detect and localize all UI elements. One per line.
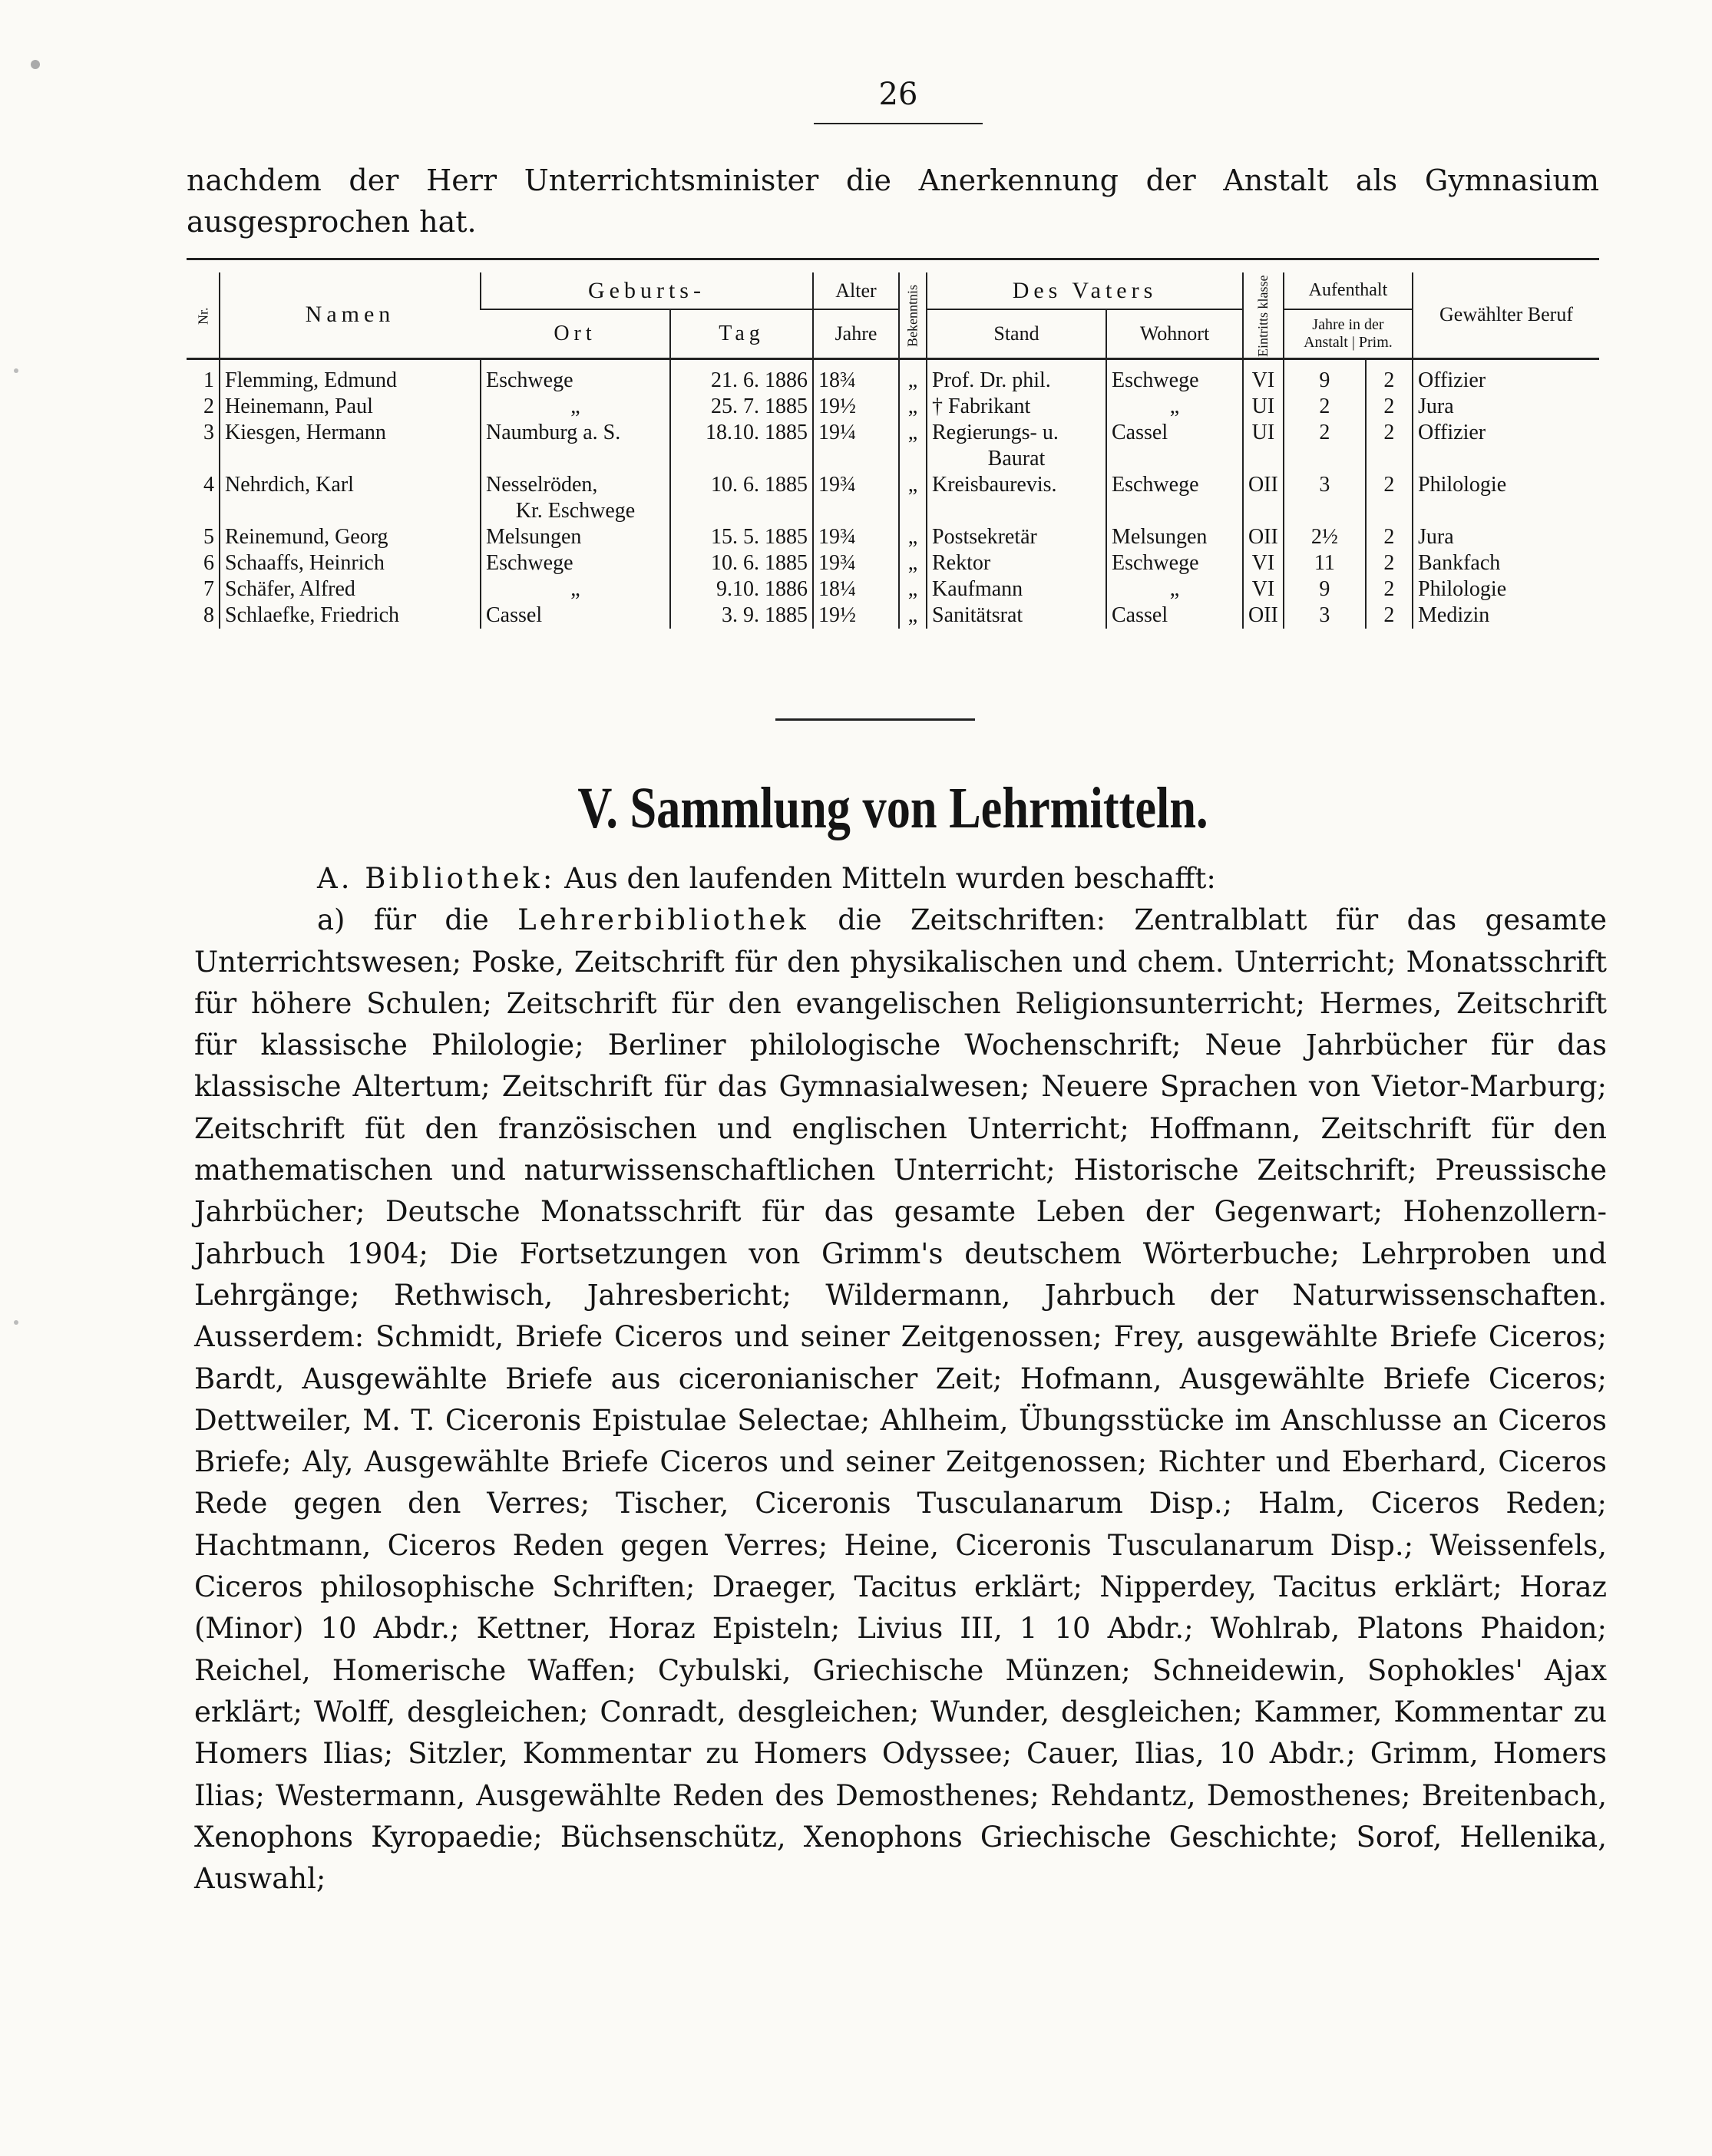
cell-alter: 19¾ <box>813 524 899 550</box>
table-row <box>187 472 1599 524</box>
cell-anstalt: 2½ <box>1284 524 1366 550</box>
cell-anstalt: 9 <box>1284 358 1366 394</box>
cell-name: Schäfer, Alfred <box>220 576 481 603</box>
cell-tag: 15. 5. 1885 <box>670 524 813 550</box>
cell-prim: 2 <box>1366 550 1413 576</box>
cell-nr: 1 <box>203 368 214 392</box>
cell-tag: 9.10. 1886 <box>670 576 813 603</box>
cell-tag: 25. 7. 1885 <box>670 394 813 420</box>
cell-alter: 19½ <box>813 603 899 629</box>
cell-alter: 19½ <box>813 394 899 420</box>
table-row <box>187 603 1599 629</box>
cell-tag: 21. 6. 1886 <box>670 358 813 394</box>
cell-anstalt: 3 <box>1284 472 1366 524</box>
cell-beruf: Philologie <box>1413 472 1599 524</box>
cell-wohnort: Eschwege <box>1106 550 1243 576</box>
table-top-rule <box>187 258 1599 260</box>
cell-name: Nehrdich, Karl <box>220 472 481 524</box>
cell-wohnort: Eschwege <box>1106 358 1243 394</box>
cell-prim: 2 <box>1366 603 1413 629</box>
cell-prim: 2 <box>1366 576 1413 603</box>
table-row <box>187 420 1599 472</box>
paragraph-b <box>194 900 1607 1900</box>
bibliothek-label: A. Bibliothek: <box>317 862 556 895</box>
cell-nr: 4 <box>203 472 214 497</box>
table-row <box>187 394 1599 420</box>
cell-ort: Eschwege <box>481 550 670 576</box>
paragraph-a <box>194 858 1607 900</box>
col-namen: Namen <box>220 272 481 358</box>
cell-anstalt: 3 <box>1284 603 1366 629</box>
ort-line-2: Kr. Eschwege <box>515 498 636 523</box>
cell-klasse: UI <box>1243 420 1284 472</box>
cell-beruf: Jura <box>1413 524 1599 550</box>
cell-wohnort: „ <box>1106 576 1243 603</box>
cell-wohnort: „ <box>1106 394 1243 420</box>
cell-anstalt: 11 <box>1284 550 1366 576</box>
cell-prim: 2 <box>1366 394 1413 420</box>
col-jahre-in-der: Jahre in der Anstalt | Prim. <box>1284 309 1413 358</box>
cell-klasse: VI <box>1243 358 1284 394</box>
cell-klasse: UI <box>1243 394 1284 420</box>
cell-name: Flemming, Edmund <box>220 358 481 394</box>
cell-name: Kiesgen, Hermann <box>220 420 481 472</box>
col-stand: Stand <box>927 309 1106 358</box>
cell-klasse: VI <box>1243 576 1284 603</box>
stand-line: Regierungs- u. <box>932 420 1059 444</box>
cell-klasse: VI <box>1243 550 1284 576</box>
cell-beruf: Offizier <box>1413 358 1599 394</box>
cell-stand <box>927 420 1106 472</box>
cell-beruf: Medizin <box>1413 603 1599 629</box>
cell-alter: 18¼ <box>813 576 899 603</box>
col-geburts: Geburts- <box>481 272 813 309</box>
page-mark <box>14 1320 18 1325</box>
col-bekenntnis: Bekenntnis <box>899 272 927 358</box>
cell-ort: „ <box>481 576 670 603</box>
cell-tag: 18.10. 1885 <box>670 420 813 472</box>
cell-nr: 8 <box>203 603 214 627</box>
ort-line: Eschwege <box>486 368 573 392</box>
cell-ort: Naumburg a. S. <box>481 420 670 472</box>
cell-stand: Postsekretär <box>927 524 1106 550</box>
cell-ort: „ <box>481 394 670 420</box>
label-anstalt: Anstalt <box>1304 333 1348 351</box>
ort-line: Nesselröden, <box>486 472 598 497</box>
page-number: 26 <box>814 77 983 124</box>
cell-stand: Kaufmann <box>927 576 1106 603</box>
cell-klasse: OII <box>1243 603 1284 629</box>
cell-nr: 6 <box>203 550 214 575</box>
lehrerbibliothek-label: Lehrerbibliothek <box>517 903 809 937</box>
page-mark <box>31 60 40 69</box>
cell-stand: Sanitätsrat <box>927 603 1106 629</box>
col-tag: Tag <box>670 309 813 358</box>
cell-anstalt: 9 <box>1284 576 1366 603</box>
cell-wohnort: Cassel <box>1106 603 1243 629</box>
cell-ort: Cassel <box>481 603 670 629</box>
cell-tag: 10. 6. 1885 <box>670 472 813 524</box>
cell-name: Schaaffs, Heinrich <box>220 550 481 576</box>
col-nr: Nr. <box>195 307 211 325</box>
paragraph-b-prefix: a) für die <box>317 903 489 937</box>
col-eintritts-klasse: Eintritts klasse <box>1243 272 1284 358</box>
table-row <box>187 524 1599 550</box>
section-body <box>194 858 1607 1900</box>
page-mark <box>14 368 18 373</box>
cell-wohnort: Melsungen <box>1106 524 1243 550</box>
cell-bekenntnis: „ <box>899 472 927 524</box>
cell-anstalt: 2 <box>1284 420 1366 472</box>
cell-stand: Kreisbaurevis. <box>927 472 1106 524</box>
cell-klasse: OII <box>1243 472 1284 524</box>
intro-paragraph: nachdem der Herr Unterrichtsminister die Anerkennung der Anstalt als Gymnasium ausgesprochen hat. <box>187 163 1599 239</box>
cell-bekenntnis: „ <box>899 603 927 629</box>
cell-prim: 2 <box>1366 358 1413 394</box>
paragraph-b-text: die Zeitschriften: Zentralblatt für das gesamte Unterrichtswesen; Poske, Zeitschrift für den physikalischen und chem. Unterricht; Monatsschrift für höhere Schulen; Zeitschrift für den evangelischen Religionsunterricht; Hermes, Zeitschrift für klassische Philologie; Berliner philologische Wochenschrift; Neue Jahrbücher für das klassische Altertum; Zeitschrift für das Gymnasialwesen; Neuere Sprachen von Vietor-Marburg; Zeitschrift füt den französischen und englischen Unterricht; Hoffmann, Zeitschrift für den mathematischen und naturwissenschaftlichen Unterricht; Historische Zeitschrift; Preussische Jahrbücher; Deutsche Monatsschrift für das gesamte Leben der Gegenwart; Hohenzollern-Jahrbuch 1904; Die Fortsetzungen von Grimm's deutschem Wörterbuche; Lehrproben und Lehrgänge; Rethwisch, Jahresbericht; Wildermann, Jahrbuch der Naturwissenschaften. Ausserdem: Schmidt, Briefe Ciceros und seiner Zeitgenossen; Frey, ausgewählte Briefe Ciceros; Bardt, Ausgewählte Briefe aus ciceronianischer Zeit; Hofmann, Ausgewählte Briefe Ciceros; Dettweiler, M. T. Ciceronis Epistulae Selectae; Ahlheim, Übungsstücke im Anschlusse an Ciceros Briefe; Aly, Ausgewählte Briefe Ciceros und seiner Zeitgenossen; Richter und Eberhard, Ciceros Rede gegen den Verres; Tischer, Ciceronis Tusculanarum Disp.; Halm, Ciceros Reden; Hachtmann, Ciceros Reden gegen Verres; Heine, Ciceronis Tusculanarum Disp.; Weissenfels, Ciceros philosophische Schriften; Draeger, Tacitus erklärt; Nipperdey, Tacitus erklärt; Horaz (Minor) 10 Abdr.; Kettner, Horaz Episteln; Livius III, 1 10 Abdr.; Wohlrab, Platons Phaidon; Reichel, Homerische Waffen; Cybulski, Griechische Münzen; Schneidewin, Sophokles' Ajax erklärt; Wolff, desgleichen; Conradt, desgleichen; Wunder, desgleichen; Kammer, Kommentar zu Homers Ilias; Sitzler, Kommentar zu Homers Odyssee; Cauer, Ilias, 10 Abdr.; Grimm, Homers Ilias; Westermann, Ausgewählte Reden des Demosthenes; Rehdantz, Demosthenes; Breitenbach, Xenophons Kyropaedie; Büchsenschütz, Xenophons Griechische Geschichte; Sorof, Hellenika, Auswahl; <box>194 903 1608 1896</box>
cell-beruf: Offizier <box>1413 420 1599 472</box>
cell-beruf: Bankfach <box>1413 550 1599 576</box>
cell-bekenntnis: „ <box>899 524 927 550</box>
cell-alter: 19¾ <box>813 550 899 576</box>
label-jahre-in-der: Jahre in der <box>1312 315 1384 333</box>
col-alter: Alter <box>813 272 899 309</box>
graduates-table <box>187 272 1599 629</box>
cell-nr: 2 <box>203 394 214 418</box>
cell-prim: 2 <box>1366 524 1413 550</box>
col-aufenthalt: Aufenthalt <box>1284 272 1413 309</box>
cell-ort <box>481 358 670 394</box>
cell-stand: Prof. Dr. phil. <box>927 358 1106 394</box>
cell-name: Reinemund, Georg <box>220 524 481 550</box>
col-ort: Ort <box>481 309 670 358</box>
table-row <box>187 550 1599 576</box>
stand-line-2: Baurat <box>987 446 1046 470</box>
cell-nr: 7 <box>203 576 214 601</box>
cell-name: Heinemann, Paul <box>220 394 481 420</box>
cell-prim: 2 <box>1366 472 1413 524</box>
cell-ort: Melsungen <box>481 524 670 550</box>
table-row <box>187 576 1599 603</box>
cell-wohnort: Eschwege <box>1106 472 1243 524</box>
cell-bekenntnis: „ <box>899 394 927 420</box>
paragraph-a-text: Aus den laufenden Mitteln wurden beschafft: <box>564 862 1216 895</box>
cell-nr: 5 <box>203 524 214 549</box>
cell-beruf: Philologie <box>1413 576 1599 603</box>
cell-bekenntnis: „ <box>899 358 927 394</box>
cell-beruf: Jura <box>1413 394 1599 420</box>
cell-stand: † Fabrikant <box>927 394 1106 420</box>
label-prim: Prim. <box>1358 333 1393 351</box>
cell-name: Schlaefke, Friedrich <box>220 603 481 629</box>
section-separator <box>775 718 975 721</box>
cell-bekenntnis: „ <box>899 576 927 603</box>
cell-wohnort: Cassel <box>1106 420 1243 472</box>
cell-klasse: OII <box>1243 524 1284 550</box>
cell-alter: 19¼ <box>813 420 899 472</box>
cell-tag: 10. 6. 1885 <box>670 550 813 576</box>
cell-anstalt: 2 <box>1284 394 1366 420</box>
section-heading: V. Sammlung von Lehrmitteln. <box>577 776 1208 840</box>
cell-alter: 19¾ <box>813 472 899 524</box>
cell-tag: 3. 9. 1885 <box>670 603 813 629</box>
col-jahre: Jahre <box>813 309 899 358</box>
cell-stand: Rektor <box>927 550 1106 576</box>
cell-nr: 3 <box>203 420 214 444</box>
cell-ort <box>481 472 670 524</box>
table-row <box>187 358 1599 394</box>
cell-alter: 18¾ <box>813 358 899 394</box>
col-des-vaters: Des Vaters <box>927 272 1243 309</box>
col-beruf: Gewählter Beruf <box>1413 272 1599 358</box>
cell-prim: 2 <box>1366 420 1413 472</box>
col-wohnort: Wohnort <box>1106 309 1243 358</box>
cell-bekenntnis: „ <box>899 420 927 472</box>
cell-bekenntnis: „ <box>899 550 927 576</box>
